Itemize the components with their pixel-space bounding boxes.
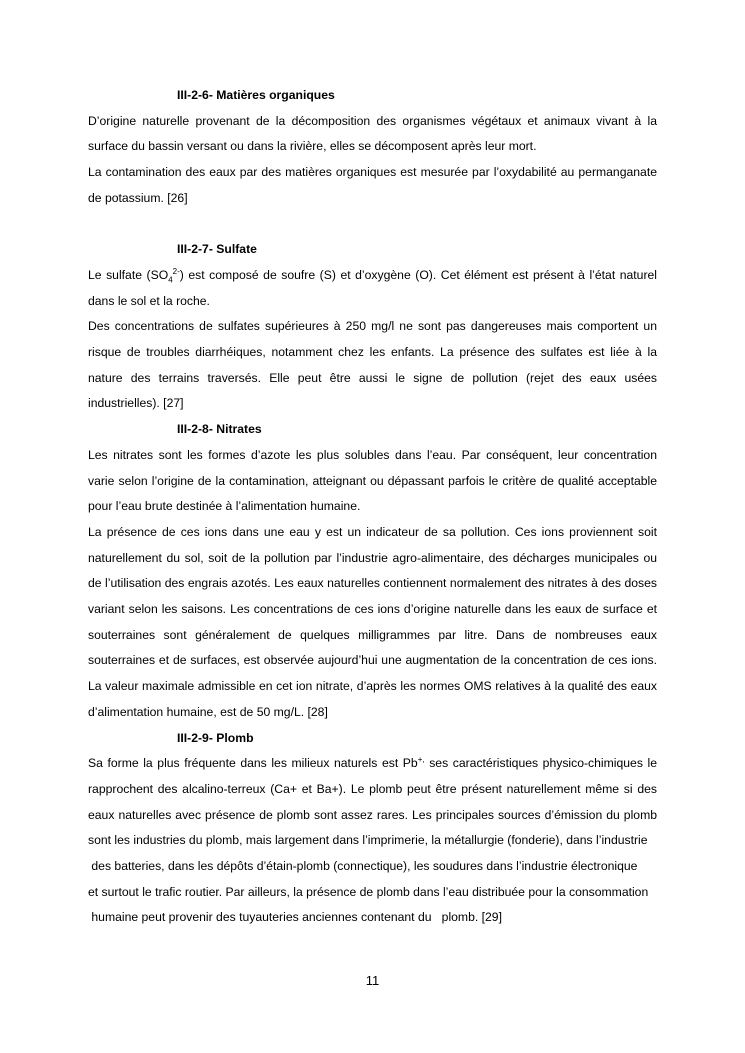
text-run: Le sulfate (SO: [88, 267, 169, 282]
section-sulfate: [88, 237, 657, 417]
paragraph: D’origine naturelle provenant de la décomposition des organismes végétaux et animaux vivant à la surface du bassin versant ou dans la rivière, elles se décomposent après leur mort.: [88, 113, 657, 154]
superscript: 2-: [172, 266, 180, 276]
text-line: et surtout le trafic routier. Par ailleurs, la présence de plomb dans l’eau distribuée pour la consommation: [88, 884, 649, 899]
paragraph: La présence de ces ions dans une eau y est un indicateur de sa pollution. Ces ions proviennent soit naturellement du sol, soit de la pollution par l’industrie agro-alimentaire, des décharges municipales ou de l’utilisation des engrais azotés. Les eaux naturelles contiennent normalement des nitrates à des doses variant selon les saisons. Les concentrations de ces ions d’origine naturelle dans les eaux de surface et souterraines sont généralement de quelques milligrammes par litre. Dans de nombreuses eaux souterraines et de surfaces, est observée aujourd’hui une augmentation de la concentration de ces ions. La valeur maximale admissible en cet ion nitrate, d’après les normes OMS relatives à la qualité des eaux d’alimentation humaine, est de 50 mg/L. [28]: [88, 524, 657, 719]
section-matieres-organiques: [88, 83, 657, 212]
paragraph: [88, 263, 657, 314]
text-run: ) est composé de soufre (S) et d’oxygène (O). Cet élément est présent à l’état naturel dans le sol et la roche.: [88, 267, 658, 308]
text-run: Sa forme la plus fréquente dans les milieux naturels est Pb: [88, 756, 418, 771]
document-page: [88, 83, 657, 931]
superscript: +,: [417, 755, 425, 765]
section-heading: III-2-9- Plomb: [177, 730, 254, 745]
section-heading: III-2-6- Matières organiques: [177, 88, 335, 102]
section-plomb: [88, 726, 657, 932]
text-line: des batteries, dans les dépôts d’étain-plomb (connectique), les soudures dans l’industrie électronique: [88, 859, 638, 874]
text-line: humaine peut provenir des tuyauteries anciennes contenant du plomb. [29]: [88, 910, 502, 925]
subscript: 4: [168, 275, 173, 285]
paragraph: La contamination des eaux par des matières organiques est mesurée par l’oxydabilité au permanganate de potassium. [26]: [88, 165, 657, 205]
blank-line: [88, 212, 657, 238]
section-nitrates: [88, 417, 657, 725]
paragraph: Les nitrates sont les formes d’azote les plus solubles dans l’eau. Par conséquent, leur concentration varie selon l’origine de la contamination, atteignant ou dépassant parfois le critère de qualité acceptable pour l’eau brute destinée à l’alimentation humaine.: [88, 447, 657, 514]
text-run: ses caractéristiques physico-chimiques le rapprochent des alcalino-terreux (Ca+ et Ba+). Le plomb peut être présent naturellement même si des eaux naturelles avec présence de plomb sont assez rares. Les principales sources d’émission du plomb sont les industries du plomb, mais largement dans l’imprimerie, la métallurgie (fonderie), dans l’industrie: [88, 756, 657, 848]
section-heading: III-2-8- Nitrates: [177, 422, 262, 437]
paragraph: [88, 751, 657, 854]
section-heading: III-2-7- Sulfate: [177, 242, 257, 257]
page-number: 11: [365, 973, 380, 988]
paragraph: Des concentrations de sulfates supérieures à 250 mg/l ne sont pas dangereuses mais comportent un risque de troubles diarrhéiques, notamment chez les enfants. La présence des sulfates est liée à la nature des terrains traversés. Elle peut être aussi le signe de pollution (rejet des eaux usées industrielles). [27]: [88, 319, 657, 411]
